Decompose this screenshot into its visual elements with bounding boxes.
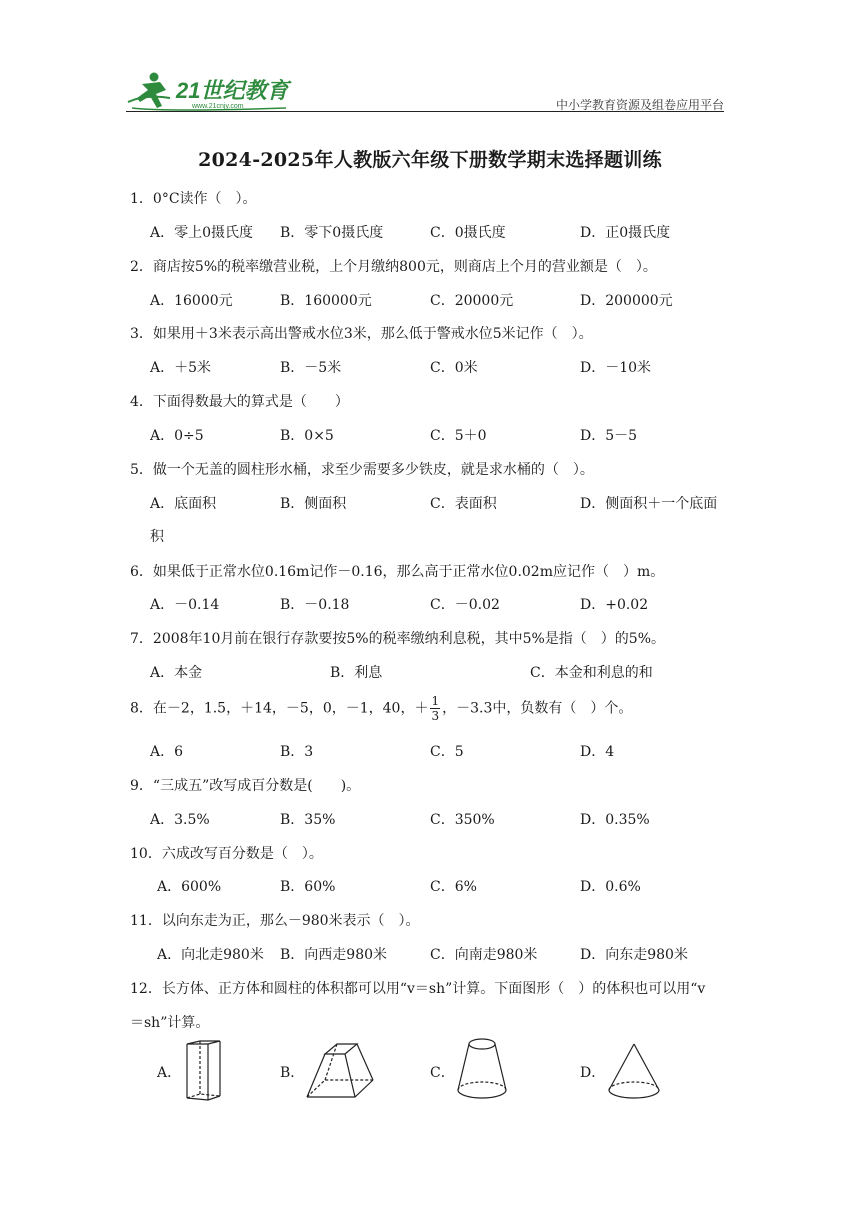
option-d: D．+0.02	[580, 597, 649, 613]
option-b: B．－5米	[280, 360, 342, 376]
option-a: A．6	[150, 744, 184, 760]
question-5: 5．做一个无盖的圆柱形水桶，求至少需要多少铁皮，就是求水桶的（ ）。	[130, 462, 594, 478]
option-b: B．	[280, 1065, 305, 1081]
option-c: C．0摄氏度	[430, 225, 506, 241]
question-12-continued: ＝sh”计算。	[130, 1015, 210, 1031]
question-8: 8．在－2，1.5，＋14，－5，0，－1，40，＋ $\frac{1}{3}$ ，－3.3中，负数有（ ）个。	[130, 694, 633, 723]
fraction-one-third: $\frac{1}{3}$	[431, 694, 440, 723]
option-d: D．向东走980米	[580, 947, 688, 963]
option-d: D．侧面积＋一个底面	[580, 496, 718, 512]
page-header	[126, 66, 724, 114]
option-c: C．6%	[430, 879, 477, 895]
option-d: D．	[580, 1065, 606, 1081]
option-c: C．350%	[430, 812, 495, 828]
option-c: C．20000元	[430, 293, 514, 309]
option-b: B．0×5	[280, 428, 334, 444]
21cnjy-logo	[126, 68, 296, 112]
option-d: D．200000元	[580, 293, 673, 309]
option-b: B．60%	[280, 879, 336, 895]
question-1: 1．0°C读作（ ）。	[130, 191, 257, 207]
option-d-continued: 积	[150, 529, 164, 545]
option-c: C．5＋0	[430, 428, 487, 444]
svg-text:21世纪教育: 21世纪教育	[176, 78, 289, 103]
question-10: 10．六成改写百分数是（ ）。	[130, 846, 323, 862]
question-6: 6．如果低于正常水位0.16m记作－0.16，那么高于正常水位0.02m应记作（ ）m。	[130, 564, 665, 580]
option-c: C．	[430, 1065, 455, 1081]
option-b: B．35%	[280, 812, 336, 828]
platform-label: 中小学教育资源及组卷应用平台	[555, 98, 724, 112]
svg-text:www.21cnjy.com: www.21cnjy.com	[192, 103, 244, 110]
option-a: A．3.5%	[150, 812, 210, 828]
option-a: A．底面积	[150, 496, 217, 512]
page-title: 2024-2025年人教版六年级下册数学期末选择题训练	[198, 149, 662, 171]
option-a: A．	[157, 1065, 182, 1081]
question-2: 2．商店按5%的税率缴营业税，上个月缴纳800元，则商店上个月的营业额是（ ）。	[130, 259, 657, 275]
header-rule	[126, 111, 724, 112]
question-7: 7．2008年10月前在银行存款要按5%的税率缴纳利息税，其中5%是指（ ）的5%。	[130, 631, 665, 647]
option-d: D．0.6%	[580, 879, 641, 895]
option-b: B．3	[280, 744, 314, 760]
option-a: A．向北走980米	[157, 947, 264, 963]
option-d: D．0.35%	[580, 812, 650, 828]
frustum-icon	[305, 1042, 375, 1100]
option-a: A．零上0摄氏度	[150, 225, 254, 241]
question-4: 4．下面得数最大的算式是（ ）	[130, 394, 349, 410]
option-d: D．5－5	[580, 428, 638, 444]
option-c: C．－0.02	[430, 597, 500, 613]
option-d: D．－10米	[580, 360, 652, 376]
option-a: A．0÷5	[150, 428, 204, 444]
option-d: D．正0摄氏度	[580, 225, 671, 241]
option-b: B．利息	[330, 665, 383, 681]
option-c: C．表面积	[430, 496, 497, 512]
question-9: 9．“三成五”改写成百分数是( )。	[130, 778, 361, 794]
option-b: B．向西走980米	[280, 947, 388, 963]
option-b: B．160000元	[280, 293, 372, 309]
triangular-prism-icon	[184, 1040, 224, 1102]
option-a: A．16000元	[150, 293, 233, 309]
option-b: B．零下0摄氏度	[280, 225, 384, 241]
option-a: A．－0.14	[150, 597, 220, 613]
cone-icon	[606, 1042, 662, 1102]
question-3: 3．如果用＋3米表示高出警戒水位3米，那么低于警戒水位5米记作（ ）。	[130, 326, 593, 342]
option-a: A．本金	[150, 665, 203, 681]
option-c: C．5	[430, 744, 464, 760]
question-11: 11．以向东走为正，那么－980米表示（ ）。	[130, 913, 420, 929]
option-a: A．＋5米	[150, 360, 212, 376]
option-b: B．侧面积	[280, 496, 347, 512]
option-a: A．600%	[157, 879, 222, 895]
option-b: B．－0.18	[280, 597, 350, 613]
option-d: D．4	[580, 744, 615, 760]
option-c: C．0米	[430, 360, 478, 376]
question-12: 12．长方体、正方体和圆柱的体积都可以用“v＝sh”计算。下面图形（ ）的体积也可以用“v	[130, 981, 706, 997]
option-c: C．本金和利息的和	[530, 665, 653, 681]
cone-frustum-icon	[455, 1036, 509, 1102]
option-c: C．向南走980米	[430, 947, 538, 963]
